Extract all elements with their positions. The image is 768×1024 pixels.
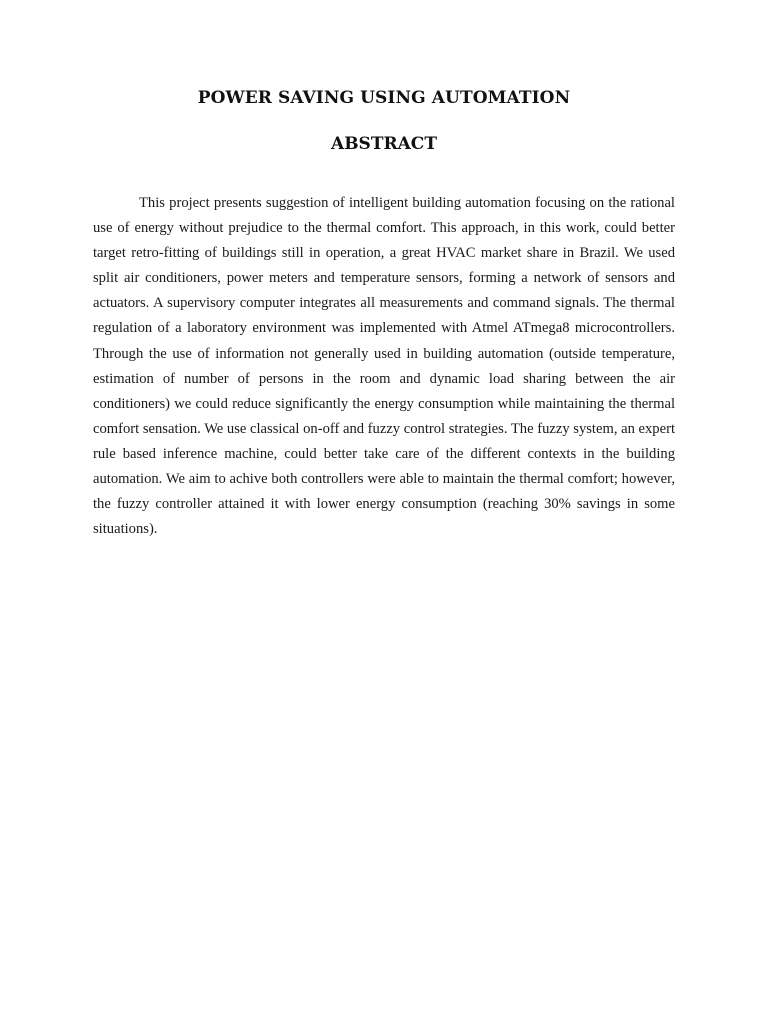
abstract-heading: ABSTRACT	[331, 134, 437, 154]
abstract-paragraph: This project presents suggestion of intelligent building automation focusing on the rational use of energy without prejudice to the thermal comfort. This approach, in this work, could better target retro-fitting of buildings still in operation, a great HVAC market share in Brazil. We used split air conditioners, power meters and temperature sensors, forming a network of sensors and actuators. A supervisory computer integrates all measurements and command signals. The thermal regulation of a laboratory environment was implemented with Atmel ATmega8 microcontrollers. Through the use of information not generally used in building automation (outside temperature, estimation of number of persons in the room and dynamic load sharing between the air conditioners) we could reduce significantly the energy consumption while maintaining the thermal comfort sensation. We use classical on-off and fuzzy control strategies. The fuzzy system, an expert rule based inference machine, could better take care of the different contexts in the building automation. We aim to achive both controllers were able to maintain the thermal comfort; however, the fuzzy controller attained it with lower energy consumption (reaching 30% savings in some situations).	[93, 195, 675, 538]
document-title: POWER SAVING USING AUTOMATION	[197, 88, 571, 108]
